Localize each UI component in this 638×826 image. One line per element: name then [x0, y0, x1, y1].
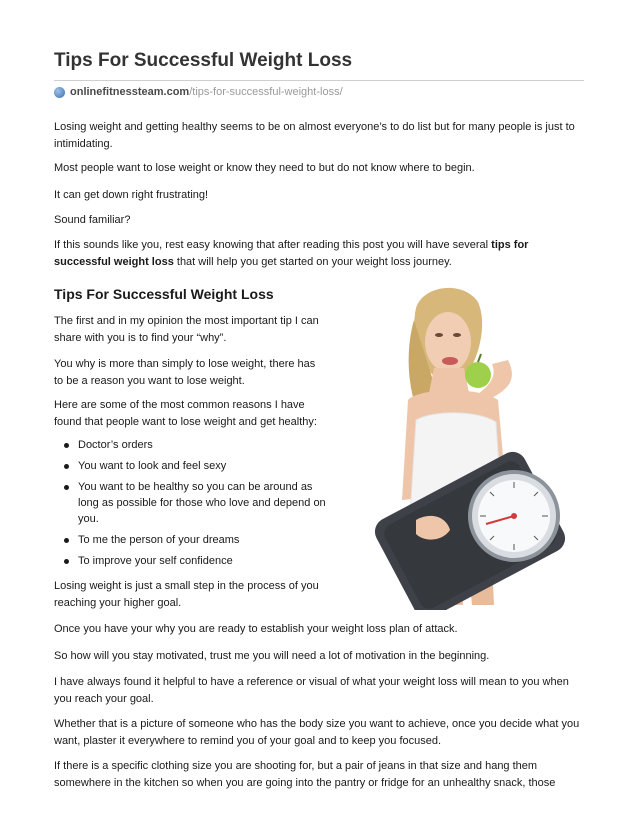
source-line — [54, 86, 343, 98]
list-item: To improve your self confidence — [60, 553, 332, 569]
source-domain-link[interactable]: onlinefitnessteam.com — [70, 86, 190, 98]
list-item: Doctor’s orders — [60, 437, 332, 453]
intro-paragraph-1: Losing weight and getting healthy seems to be on almost everyone’s to do list but for many people is just to intimidating. — [54, 121, 575, 150]
section-paragraph-2: You why is more than simply to lose weight, there has to be a reason you want to lose weight. — [54, 358, 316, 387]
intro-paragraph-2: Most people want to lose weight or know they need to but do not know where to begin. — [54, 162, 475, 174]
reasons-list — [60, 437, 332, 574]
title-divider — [54, 80, 584, 81]
page-title: Tips For Successful Weight Loss — [54, 50, 353, 71]
woman-with-scale-photo — [338, 280, 588, 610]
list-item: You want to look and feel sexy — [60, 458, 332, 474]
intro-p5-bold: tips for successful weight loss — [54, 239, 529, 268]
section-paragraph-5: Once you have your why you are ready to establish your weight loss plan of attack. — [54, 623, 458, 635]
intro-paragraph-4: Sound familiar? — [54, 214, 131, 226]
intro-p5-text-end: that will help you get started on your weight loss journey. — [173, 256, 452, 268]
intro-paragraph-3: It can get down right frustrating! — [54, 189, 209, 201]
section-heading: Tips For Successful Weight Loss — [54, 286, 274, 302]
intro-paragraph-5 — [54, 237, 586, 271]
section-paragraph-1: The first and in my opinion the most important tip I can share with you is to find your “why”. — [54, 315, 319, 344]
list-item: You want to be healthy so you can be around as long as possible for those who love and depend on you. — [60, 479, 332, 527]
globe-icon — [54, 87, 65, 98]
section-paragraph-9: If there is a specific clothing size you are shooting for, but a pair of jeans in that size and hang them somewhere in the kitchen so when you are going into the pantry or fridge for an unhealthy snack, those — [54, 760, 556, 789]
section-paragraph-3: Here are some of the most common reasons I have found that people want to lose weight and get healthy: — [54, 399, 317, 428]
section-paragraph-4: Losing weight is just a small step in the process of you reaching your higher goal. — [54, 580, 319, 609]
section-paragraph-6: So how will you stay motivated, trust me you will need a lot of motivation in the beginning. — [54, 650, 490, 662]
intro-p5-text: If this sounds like you, rest easy knowing that after reading this post you will have several — [54, 239, 492, 251]
list-item: To me the person of your dreams — [60, 532, 332, 548]
source-path: /tips-for-successful-weight-loss/ — [189, 86, 343, 98]
section-paragraph-8: Whether that is a picture of someone who has the body size you want to achieve, once you decide what you want, plaster it everywhere to remind you of your goal and to keep you focused. — [54, 718, 580, 747]
section-paragraph-7: I have always found it helpful to have a reference or visual of what your weight loss will mean to you when you reach your goal. — [54, 676, 569, 705]
